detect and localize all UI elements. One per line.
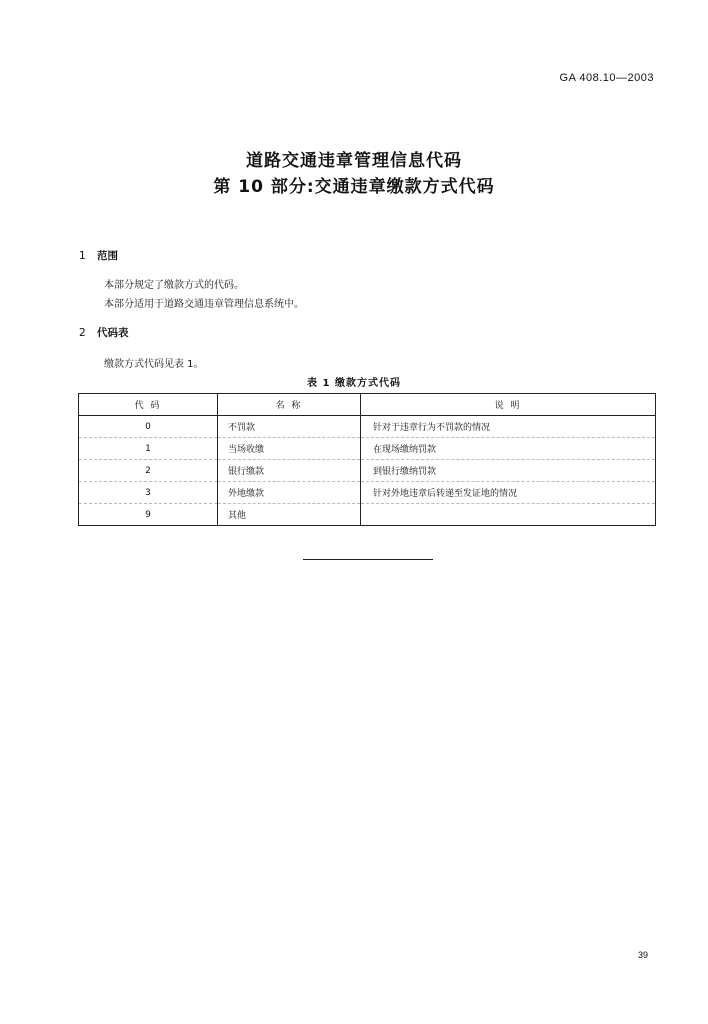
table-caption: 表 1 缴款方式代码 bbox=[307, 378, 401, 389]
standard-number: GA 408.10—2003 bbox=[559, 72, 654, 84]
column-header-description: 说 明 bbox=[361, 394, 656, 416]
document-title-line1: 道路交通违章管理信息代码 bbox=[246, 151, 462, 171]
table-header-row bbox=[79, 394, 656, 416]
cell-description: 针对于违章行为不罚款的情况 bbox=[361, 416, 656, 438]
cell-code: 2 bbox=[79, 460, 218, 482]
cell-name: 当场收缴 bbox=[218, 438, 361, 460]
section-2-paragraph-1: 缴款方式代码见表 1。 bbox=[104, 359, 204, 370]
table-row bbox=[79, 460, 656, 482]
section-1-paragraph-1: 本部分规定了缴款方式的代码。 bbox=[104, 280, 244, 291]
end-of-document-rule bbox=[303, 559, 433, 560]
cell-name: 其他 bbox=[218, 504, 361, 526]
code-table bbox=[78, 393, 656, 526]
cell-name: 外地缴款 bbox=[218, 482, 361, 504]
document-title-line2: 第 10 部分:交通违章缴款方式代码 bbox=[213, 177, 495, 197]
cell-code: 0 bbox=[79, 416, 218, 438]
cell-description: 针对外地违章后转递至发证地的情况 bbox=[361, 482, 656, 504]
section-1-number: 1 bbox=[79, 250, 86, 262]
cell-code: 1 bbox=[79, 438, 218, 460]
table-row bbox=[79, 438, 656, 460]
section-1-paragraph-2: 本部分适用于道路交通违章管理信息系统中。 bbox=[104, 299, 304, 310]
cell-description bbox=[361, 504, 656, 526]
cell-code: 3 bbox=[79, 482, 218, 504]
cell-name: 不罚款 bbox=[218, 416, 361, 438]
section-1-title: 范围 bbox=[97, 250, 118, 262]
section-1-heading bbox=[79, 248, 118, 263]
column-header-code: 代 码 bbox=[79, 394, 218, 416]
cell-description: 在现场缴纳罚款 bbox=[361, 438, 656, 460]
section-2-heading bbox=[79, 325, 129, 340]
section-2-title: 代码表 bbox=[97, 327, 129, 339]
table-row bbox=[79, 416, 656, 438]
cell-name: 银行缴款 bbox=[218, 460, 361, 482]
table-row bbox=[79, 482, 656, 504]
table-row bbox=[79, 504, 656, 526]
column-header-name: 名 称 bbox=[218, 394, 361, 416]
section-2-number: 2 bbox=[79, 327, 86, 339]
cell-code: 9 bbox=[79, 504, 218, 526]
page-number: 39 bbox=[637, 950, 648, 960]
cell-description: 到银行缴纳罚款 bbox=[361, 460, 656, 482]
